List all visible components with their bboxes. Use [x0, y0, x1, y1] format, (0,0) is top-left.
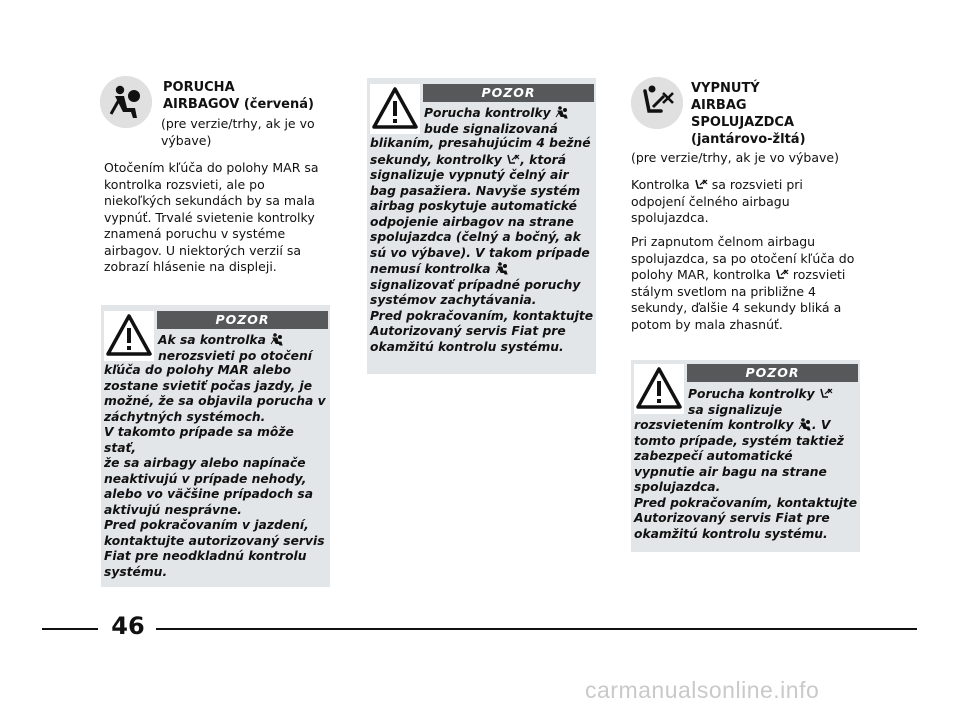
warning-lead: Porucha kontrolky bude signalizovaná — [424, 105, 569, 137]
warning-triangle-icon — [104, 311, 154, 361]
passenger-airbag-off-glyph-icon — [775, 267, 789, 281]
section-heading-airbag-fault: PORUCHA AIRBAGOV (červená) — [163, 80, 314, 112]
footer-rule-left — [42, 628, 98, 630]
warning-title: POZOR — [687, 364, 858, 382]
warning-box-middle — [367, 78, 596, 374]
watermark: carmanualsonline.info — [585, 677, 820, 703]
airbag-fault-paragraph: Otočením kľúča do polohy MAR sa kontrolka rozsvieti, ale po niekoľkých sekundách by sa mala vypnúť. Trvalé svietenie kontrolky znamená poruchu v systéme airbagov. U niektorých verzií sa zobrazí hlásenie na displeji. — [104, 160, 319, 274]
warning-box-left — [101, 305, 330, 587]
section-subtitle: (pre verzie/trhy, ak je vo výbave) — [631, 150, 839, 165]
passenger-airbag-off-icon — [631, 77, 683, 129]
warning-title: POZOR — [423, 84, 594, 102]
airbag-glyph-icon — [555, 105, 569, 119]
section-subtitle: (pre verzie/trhy, ak je vo výbave) — [161, 116, 315, 148]
warning-text: blikaním, presahujúcim 4 bežné sekundy, kontrolky , ktorá signalizuje vypnutý čelný air bag pasažiera. Navyše systém airbag poskytuje automatické odpojenie airbagov na strane spolujazdca (čelný a bočný, ak sú vo výbave). V takom prípade nemusí kontrolka signalizovať prípadné poruchy systémov zachytávania. Pred pokračovaním, kontaktujte Autorizovaný servis Fiat pre okamžitú kontrolu systému. — [370, 136, 594, 354]
passenger-airbag-off-glyph-icon — [694, 177, 708, 191]
airbag-glyph-icon — [270, 332, 284, 346]
warning-lead: Porucha kontrolky sa signalizuje — [688, 386, 833, 418]
airbag-warning-icon — [100, 76, 152, 128]
warning-triangle-icon — [634, 364, 684, 414]
warning-triangle-icon — [370, 84, 420, 134]
passenger-airbag-paragraph-2: Pri zapnutom čelnom airbagu spolujazdca, sa po otočení kľúča do polohy MAR, kontrolka rozsvieti stálym svetlom na približne 4 sekundy, ďalšie 4 sekundy bliká a potom by mala zhasnúť. — [631, 234, 855, 332]
passenger-airbag-paragraph-1: Kontrolka sa rozsvieti pri odpojení čelného airbagu spolujazdca. — [631, 177, 803, 225]
warning-title: POZOR — [157, 311, 328, 329]
section-heading-passenger-airbag-off: VYPNUTÝ AIRBAG SPOLUJAZDCA (jantárovo-žltá) — [691, 81, 806, 147]
warning-text: kľúča do polohy MAR alebo zostane svietiť počas jazdy, je možné, že sa objavila porucha v záchytných systémoch. V takomto prípade sa môže stať, že sa airbagy alebo napínače neaktivujú v prípade nehody, alebo vo väčšine prípadoch sa aktivujú nesprávne. Pred pokračovaním v jazdení, kontaktujte autorizovaný servis Fiat pre neodkladnú kontrolu systému. — [104, 363, 326, 579]
warning-box-right — [631, 360, 860, 552]
footer-rule-right — [156, 628, 917, 630]
airbag-glyph-icon — [798, 417, 812, 431]
passenger-airbag-off-glyph-icon — [506, 152, 520, 166]
passenger-airbag-off-glyph-icon — [819, 386, 833, 400]
airbag-glyph-icon — [495, 261, 509, 275]
warning-text: rozsvietením kontrolky . V tomto prípade, systém taktiež zabezpečí automatické vypnutie air bagu na strane spolujazdca. Pred pokračovaním, kontaktujte Autorizovaný servis Fiat pre okamžitú kontrolu systému. — [634, 418, 858, 541]
warning-lead: Ak sa kontrolka nerozsvieti po otočení — [158, 333, 312, 363]
page-number: 46 — [111, 612, 145, 640]
